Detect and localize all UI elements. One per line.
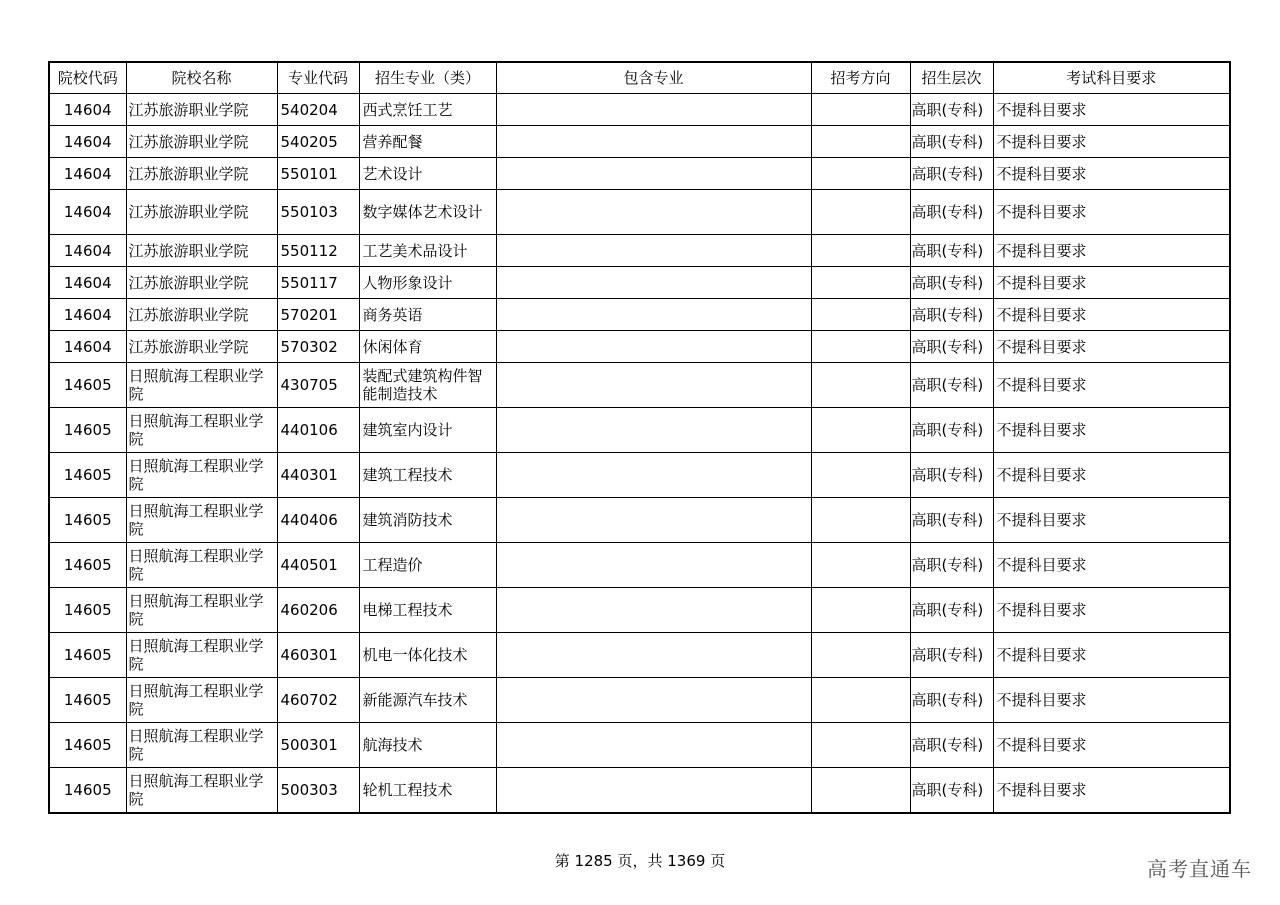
table-row <box>49 768 1230 814</box>
table-row <box>49 299 1230 331</box>
cell-direction <box>811 267 910 299</box>
cell-direction <box>811 190 910 235</box>
cell-school-code: 14605 <box>49 453 126 498</box>
cell-major-code: 440106 <box>277 408 359 453</box>
cell-major: 西式烹饪工艺 <box>359 94 496 126</box>
cell-level: 高职(专科) <box>910 543 993 588</box>
cell-school-code: 14605 <box>49 723 126 768</box>
cell-direction <box>811 158 910 190</box>
cell-school-code: 14604 <box>49 94 126 126</box>
cell-school-name: 江苏旅游职业学院 <box>126 158 277 190</box>
cell-requirement: 不提科目要求 <box>993 588 1230 633</box>
header-level: 招生层次 <box>910 62 993 94</box>
cell-school-name: 江苏旅游职业学院 <box>126 331 277 363</box>
cell-level: 高职(专科) <box>910 633 993 678</box>
cell-requirement: 不提科目要求 <box>993 408 1230 453</box>
cell-major: 建筑室内设计 <box>359 408 496 453</box>
cell-major: 新能源汽车技术 <box>359 678 496 723</box>
cell-major-code: 550103 <box>277 190 359 235</box>
cell-level: 高职(专科) <box>910 363 993 408</box>
cell-major: 工艺美术品设计 <box>359 235 496 267</box>
cell-requirement: 不提科目要求 <box>993 267 1230 299</box>
cell-level: 高职(专科) <box>910 126 993 158</box>
cell-includes <box>496 190 811 235</box>
cell-school-code: 14604 <box>49 126 126 158</box>
cell-requirement: 不提科目要求 <box>993 543 1230 588</box>
cell-major-code: 440301 <box>277 453 359 498</box>
cell-requirement: 不提科目要求 <box>993 331 1230 363</box>
cell-includes <box>496 768 811 814</box>
cell-major: 装配式建筑构件智能制造技术 <box>359 363 496 408</box>
header-direction: 招考方向 <box>811 62 910 94</box>
watermark-text: 高考直通车 <box>1147 857 1252 881</box>
cell-school-name: 日照航海工程职业学院 <box>126 723 277 768</box>
cell-school-name: 江苏旅游职业学院 <box>126 299 277 331</box>
cell-direction <box>811 299 910 331</box>
cell-school-code: 14605 <box>49 498 126 543</box>
cell-major-code: 570302 <box>277 331 359 363</box>
cell-school-code: 14605 <box>49 678 126 723</box>
cell-includes <box>496 723 811 768</box>
cell-direction <box>811 768 910 814</box>
cell-includes <box>496 408 811 453</box>
cell-level: 高职(专科) <box>910 331 993 363</box>
cell-requirement: 不提科目要求 <box>993 633 1230 678</box>
cell-major: 营养配餐 <box>359 126 496 158</box>
cell-requirement: 不提科目要求 <box>993 723 1230 768</box>
cell-major-code: 500303 <box>277 768 359 814</box>
cell-level: 高职(专科) <box>910 267 993 299</box>
cell-includes <box>496 299 811 331</box>
cell-includes <box>496 678 811 723</box>
cell-level: 高职(专科) <box>910 678 993 723</box>
cell-school-name: 日照航海工程职业学院 <box>126 363 277 408</box>
table-row <box>49 94 1230 126</box>
cell-level: 高职(专科) <box>910 723 993 768</box>
cell-school-code: 14604 <box>49 299 126 331</box>
cell-level: 高职(专科) <box>910 588 993 633</box>
cell-major-code: 430705 <box>277 363 359 408</box>
cell-school-code: 14604 <box>49 267 126 299</box>
cell-major: 休闲体育 <box>359 331 496 363</box>
cell-school-name: 日照航海工程职业学院 <box>126 408 277 453</box>
cell-major: 数字媒体艺术设计 <box>359 190 496 235</box>
cell-includes <box>496 363 811 408</box>
cell-level: 高职(专科) <box>910 498 993 543</box>
header-includes: 包含专业 <box>496 62 811 94</box>
cell-major: 工程造价 <box>359 543 496 588</box>
cell-school-name: 江苏旅游职业学院 <box>126 235 277 267</box>
cell-major: 电梯工程技术 <box>359 588 496 633</box>
cell-direction <box>811 363 910 408</box>
cell-school-code: 14604 <box>49 235 126 267</box>
cell-includes <box>496 331 811 363</box>
cell-direction <box>811 498 910 543</box>
cell-includes <box>496 267 811 299</box>
cell-includes <box>496 235 811 267</box>
cell-requirement: 不提科目要求 <box>993 678 1230 723</box>
cell-requirement: 不提科目要求 <box>993 158 1230 190</box>
cell-includes <box>496 543 811 588</box>
header-school-code: 院校代码 <box>49 62 126 94</box>
cell-school-name: 江苏旅游职业学院 <box>126 126 277 158</box>
table-row <box>49 267 1230 299</box>
cell-direction <box>811 331 910 363</box>
cell-school-code: 14605 <box>49 408 126 453</box>
cell-school-name: 日照航海工程职业学院 <box>126 498 277 543</box>
cell-requirement: 不提科目要求 <box>993 126 1230 158</box>
cell-direction <box>811 453 910 498</box>
table-row <box>49 543 1230 588</box>
header-major: 招生专业（类） <box>359 62 496 94</box>
cell-major-code: 540204 <box>277 94 359 126</box>
cell-direction <box>811 126 910 158</box>
header-school-name: 院校名称 <box>126 62 277 94</box>
cell-requirement: 不提科目要求 <box>993 768 1230 814</box>
cell-direction <box>811 408 910 453</box>
cell-direction <box>811 723 910 768</box>
table-row <box>49 498 1230 543</box>
cell-school-code: 14604 <box>49 158 126 190</box>
cell-school-name: 日照航海工程职业学院 <box>126 768 277 814</box>
cell-direction <box>811 633 910 678</box>
cell-major: 航海技术 <box>359 723 496 768</box>
table-row <box>49 190 1230 235</box>
table-row <box>49 126 1230 158</box>
cell-school-name: 日照航海工程职业学院 <box>126 678 277 723</box>
cell-level: 高职(专科) <box>910 190 993 235</box>
cell-major: 人物形象设计 <box>359 267 496 299</box>
table-row <box>49 588 1230 633</box>
cell-major: 艺术设计 <box>359 158 496 190</box>
cell-includes <box>496 633 811 678</box>
cell-school-name: 日照航海工程职业学院 <box>126 633 277 678</box>
cell-school-code: 14604 <box>49 331 126 363</box>
cell-school-code: 14605 <box>49 768 126 814</box>
cell-requirement: 不提科目要求 <box>993 94 1230 126</box>
cell-direction <box>811 678 910 723</box>
table-row <box>49 633 1230 678</box>
cell-major: 建筑消防技术 <box>359 498 496 543</box>
cell-includes <box>496 498 811 543</box>
cell-major-code: 550101 <box>277 158 359 190</box>
cell-direction <box>811 94 910 126</box>
cell-requirement: 不提科目要求 <box>993 235 1230 267</box>
cell-school-code: 14605 <box>49 543 126 588</box>
cell-school-name: 日照航海工程职业学院 <box>126 453 277 498</box>
cell-major-code: 460702 <box>277 678 359 723</box>
cell-school-code: 14605 <box>49 363 126 408</box>
cell-level: 高职(专科) <box>910 299 993 331</box>
cell-school-code: 14604 <box>49 190 126 235</box>
cell-school-name: 日照航海工程职业学院 <box>126 543 277 588</box>
cell-includes <box>496 453 811 498</box>
cell-level: 高职(专科) <box>910 768 993 814</box>
page-number: 第 1285 页，共 1369 页 <box>554 852 726 870</box>
cell-school-name: 江苏旅游职业学院 <box>126 267 277 299</box>
table-row <box>49 723 1230 768</box>
cell-major-code: 440501 <box>277 543 359 588</box>
cell-major-code: 550117 <box>277 267 359 299</box>
cell-major: 建筑工程技术 <box>359 453 496 498</box>
cell-level: 高职(专科) <box>910 158 993 190</box>
cell-major-code: 550112 <box>277 235 359 267</box>
header-major-code: 专业代码 <box>277 62 359 94</box>
cell-includes <box>496 588 811 633</box>
cell-direction <box>811 235 910 267</box>
cell-requirement: 不提科目要求 <box>993 453 1230 498</box>
cell-level: 高职(专科) <box>910 408 993 453</box>
cell-major-code: 500301 <box>277 723 359 768</box>
cell-requirement: 不提科目要求 <box>993 363 1230 408</box>
cell-major-code: 460301 <box>277 633 359 678</box>
cell-includes <box>496 158 811 190</box>
cell-major: 轮机工程技术 <box>359 768 496 814</box>
cell-school-name: 江苏旅游职业学院 <box>126 190 277 235</box>
table-row <box>49 678 1230 723</box>
header-requirement: 考试科目要求 <box>993 62 1230 94</box>
cell-major: 机电一体化技术 <box>359 633 496 678</box>
cell-requirement: 不提科目要求 <box>993 498 1230 543</box>
cell-major-code: 440406 <box>277 498 359 543</box>
cell-includes <box>496 126 811 158</box>
cell-direction <box>811 588 910 633</box>
cell-school-code: 14605 <box>49 588 126 633</box>
table-row <box>49 408 1230 453</box>
cell-direction <box>811 543 910 588</box>
cell-major-code: 540205 <box>277 126 359 158</box>
table-row <box>49 235 1230 267</box>
admissions-table <box>48 61 1231 814</box>
cell-includes <box>496 94 811 126</box>
cell-level: 高职(专科) <box>910 453 993 498</box>
table-row <box>49 453 1230 498</box>
table-row <box>49 363 1230 408</box>
cell-requirement: 不提科目要求 <box>993 190 1230 235</box>
cell-requirement: 不提科目要求 <box>993 299 1230 331</box>
table-row <box>49 331 1230 363</box>
header-row <box>49 62 1230 94</box>
cell-school-name: 日照航海工程职业学院 <box>126 588 277 633</box>
cell-level: 高职(专科) <box>910 94 993 126</box>
cell-school-name: 江苏旅游职业学院 <box>126 94 277 126</box>
cell-major-code: 460206 <box>277 588 359 633</box>
cell-school-code: 14605 <box>49 633 126 678</box>
cell-level: 高职(专科) <box>910 235 993 267</box>
table-row <box>49 158 1230 190</box>
cell-major-code: 570201 <box>277 299 359 331</box>
cell-major: 商务英语 <box>359 299 496 331</box>
